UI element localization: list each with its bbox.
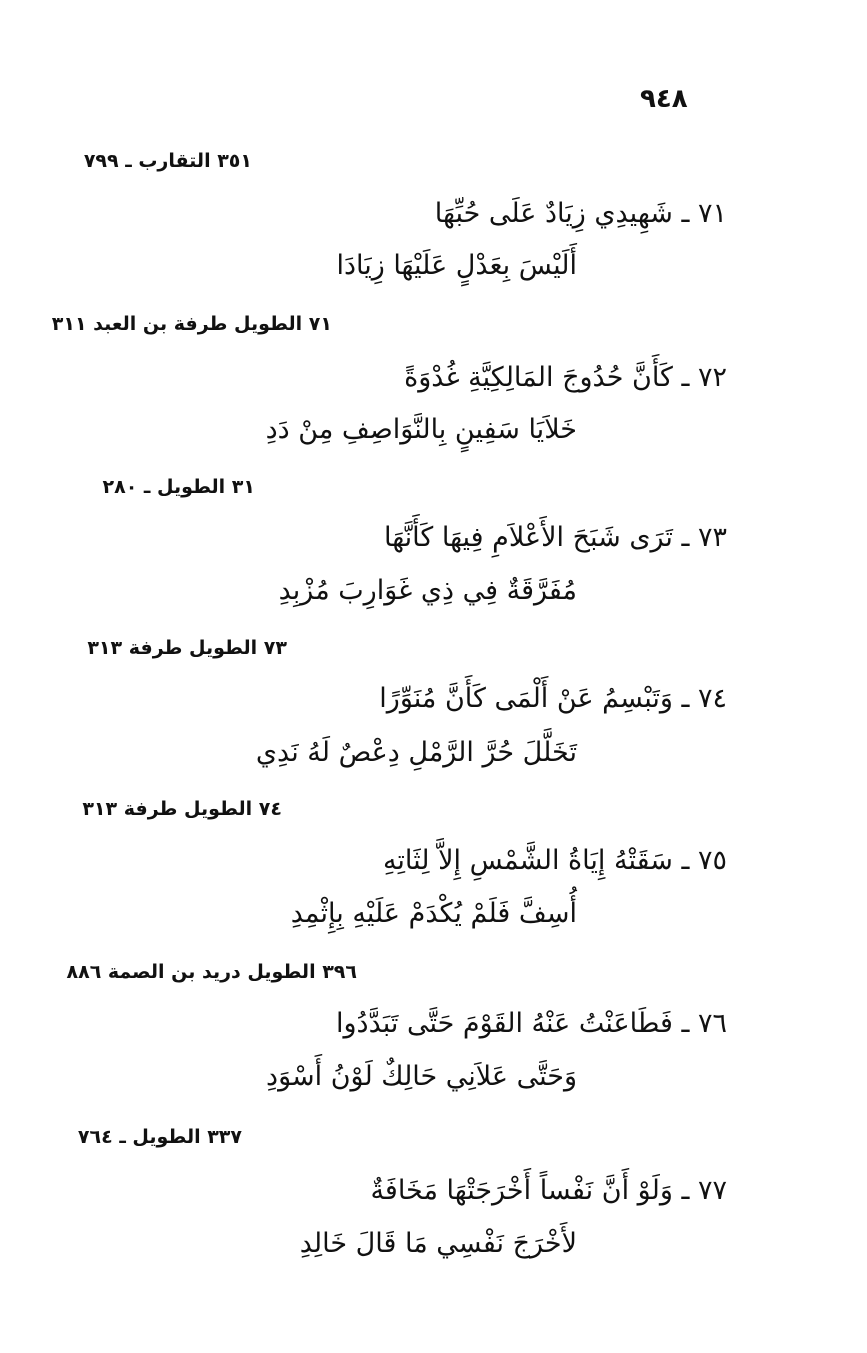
- verse-line-first: ٧٤ ـ وَتَبْسِمُ عَنْ أَلْمَى كَأَنَّ مُنَوِّرًا: [379, 683, 727, 714]
- verse-line-second: أُسِفَّ فَلَمْ يُكْدَمْ عَلَيْهِ بِإِثْمِدِ: [290, 898, 577, 929]
- verse-reference: ٧٣ الطويل طرفة ٣١٣: [87, 637, 287, 659]
- verse-reference: ٣٩٦ الطويل دريد بن الصمة ٨٨٦: [66, 961, 357, 983]
- verse-line-second: مُفَرَّقَةٌ فِي ذِي غَوَارِبَ مُزْبِدِ: [278, 575, 577, 606]
- verse-line-first: ٧٧ ـ وَلَوْ أَنَّ نَفْساً أَخْرَجَتْهَا مَخَافَةٌ: [370, 1175, 727, 1206]
- verse-line-second: أَلَيْسَ بِعَدْلٍ عَلَيْهَا زِيَادَا: [336, 250, 577, 281]
- verse-reference: ٣٥١ التقارب ـ ٧٩٩: [83, 150, 252, 172]
- verse-line-second: خَلاَيَا سَفِينٍ بِالنَّوَاصِفِ مِنْ دَدِ: [265, 414, 577, 445]
- verse-line-second: تَخَلَّلَ حُرَّ الرَّمْلِ دِعْصٌ لَهُ نَدِي: [255, 737, 577, 768]
- verse-reference: ٧١ الطويل طرفة بن العبد ٣١١: [51, 313, 332, 335]
- page-number: ٩٤٨: [640, 84, 688, 114]
- verse-line-first: ٧٣ ـ تَرَى شَبَحَ الأَعْلاَمِ فِيهَا كَأَنَّهَا: [384, 522, 727, 553]
- verse-line-first: ٧٢ ـ كَأَنَّ حُدُوجَ المَالِكِيَّةِ غُدْوَةً: [404, 362, 727, 393]
- verse-line-second: وَحَتَّى عَلاَنِي حَالِكٌ لَوْنُ أَسْوَدِ: [266, 1061, 577, 1092]
- verse-line-first: ٧١ ـ شَهِيدِي زِيَادٌ عَلَى حُبِّهَا: [434, 198, 727, 229]
- verse-reference: ٧٤ الطويل طرفة ٣١٣: [82, 798, 282, 820]
- verse-line-first: ٧٦ ـ فَطَاعَنْتُ عَنْهُ القَوْمَ حَتَّى تَبَدَّدُوا: [336, 1008, 727, 1039]
- verse-line-first: ٧٥ ـ سَقَتْهُ إِيَاةُ الشَّمْسِ إِلاَّ لِثَاتِهِ: [382, 845, 727, 876]
- verse-reference: ٣٣٧ الطويل ـ ٧٦٤: [77, 1126, 242, 1148]
- verse-reference: ٣١ الطويل ـ ٢٨٠: [102, 476, 255, 498]
- verse-line-second: لأَخْرَجَ نَفْسِي مَا قَالَ خَالِدِ: [299, 1228, 577, 1259]
